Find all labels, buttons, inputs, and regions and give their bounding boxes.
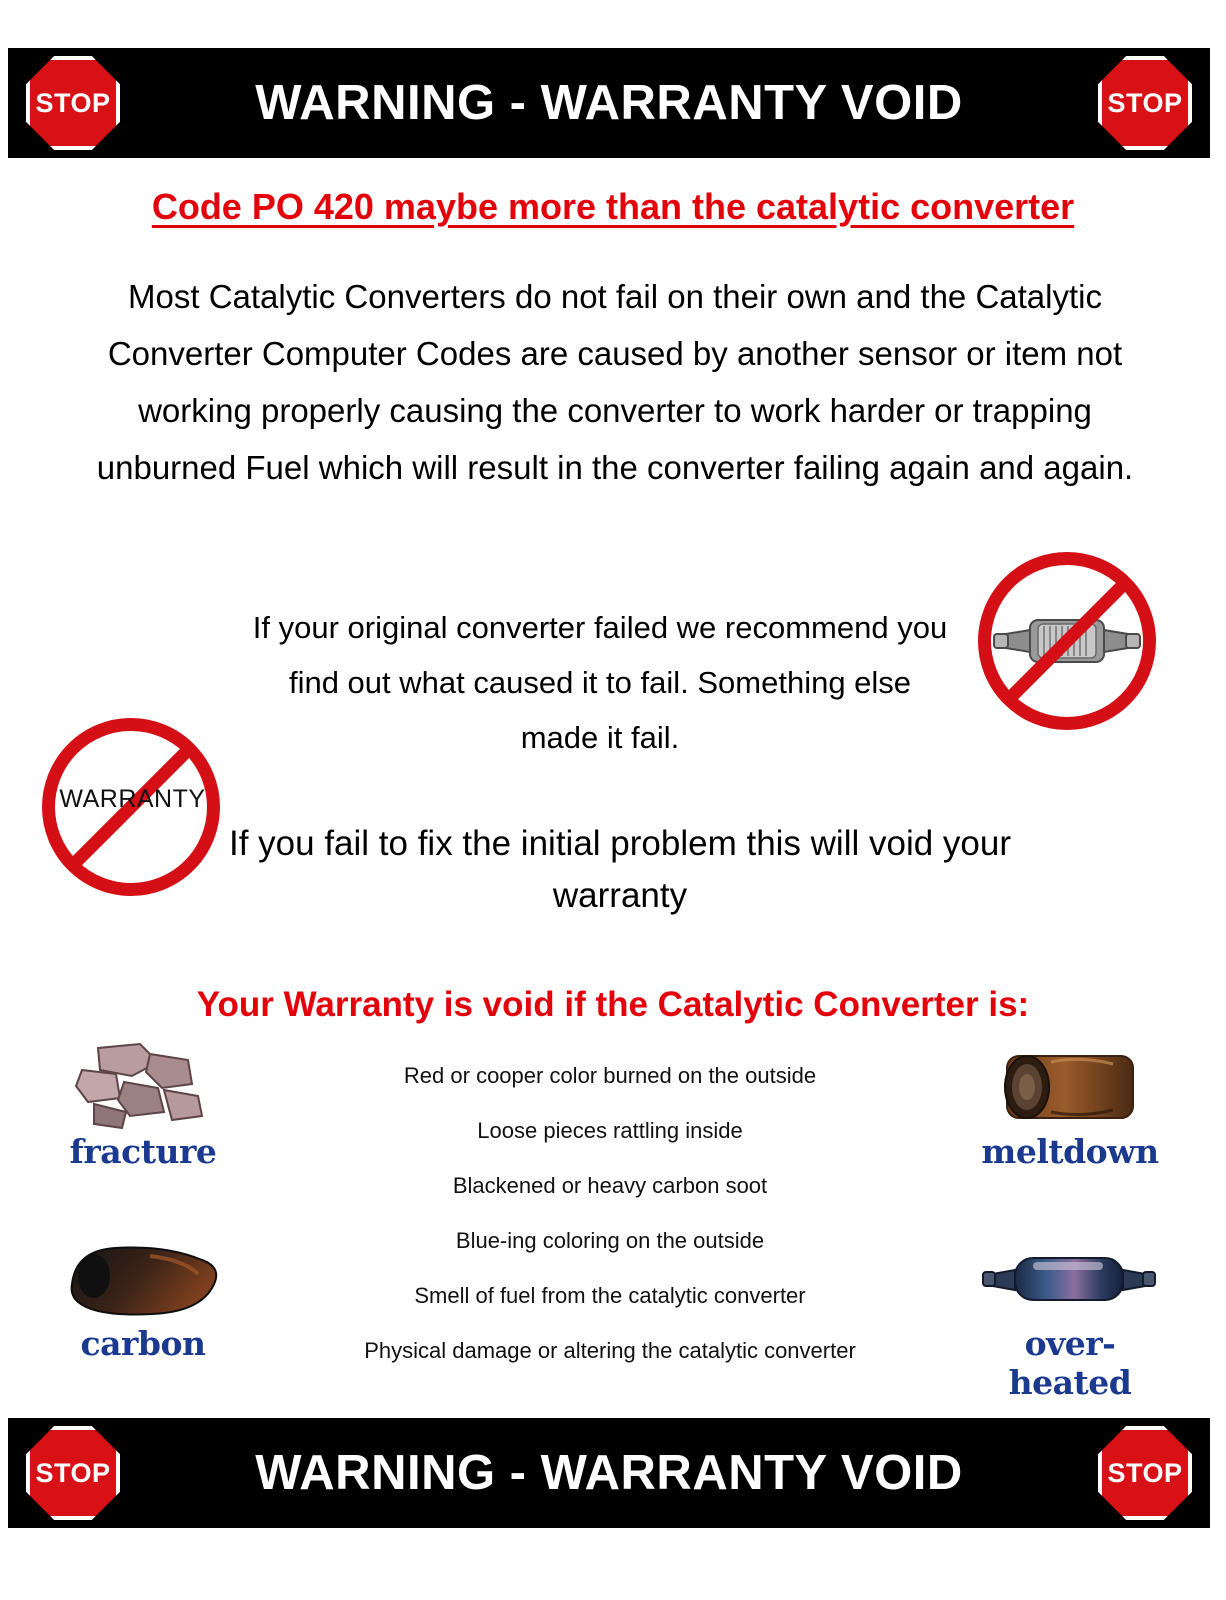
stop-sign-label: STOP — [1107, 87, 1183, 118]
photo-label-fracture: fracture — [69, 1132, 217, 1171]
photo-cell-overheated — [975, 1232, 1165, 1402]
photo-cell-fracture — [48, 1040, 238, 1171]
list-item: Blackened or heavy carbon soot — [452, 1173, 768, 1198]
bottom-banner-title: WARNING - WARRANTY VOID — [255, 1446, 963, 1500]
fractured-converter-photo — [54, 1040, 232, 1136]
list-item: Red or cooper color burned on the outside — [403, 1063, 817, 1088]
list-item: Blue-ing coloring on the outside — [455, 1228, 765, 1253]
photo-cell-meltdown — [975, 1040, 1165, 1171]
symptom-list — [290, 1048, 930, 1378]
void-warranty-paragraph: If you fail to fix the initial problem this will void your warranty — [229, 824, 1011, 915]
photo-cell-carbon — [48, 1232, 238, 1363]
photo-label-carbon: carbon — [80, 1324, 206, 1363]
stop-sign-icon — [26, 56, 120, 150]
no-converter-prohibition-icon — [978, 552, 1156, 730]
main-paragraph: Most Catalytic Converters do not fail on their own and the Catalytic Converter Computer Codes are caused by another sensor or item not working properly causing the converter to work harder or trapping unburned Fuel which will result in the converter failing again and again. — [96, 278, 1134, 486]
photo-label-overheated: over-heated — [1008, 1324, 1132, 1402]
list-item: Smell of fuel from the catalytic converter — [414, 1283, 806, 1308]
list-item: Loose pieces rattling inside — [477, 1118, 743, 1143]
stop-sign-icon — [1098, 1426, 1192, 1520]
melted-converter-photo — [981, 1040, 1159, 1136]
stop-sign-label: STOP — [35, 1457, 111, 1488]
top-warning-banner — [8, 48, 1210, 158]
stop-sign-label: STOP — [1107, 1457, 1183, 1488]
list-item: Physical damage or altering the catalytic converter — [364, 1338, 856, 1363]
stop-sign-label: STOP — [35, 87, 111, 118]
bottom-warning-banner — [8, 1418, 1210, 1528]
stop-sign-icon — [1098, 56, 1192, 150]
warranty-word-label: WARRANTY — [59, 785, 206, 813]
secondary-paragraph: If your original converter failed we recommend you find out what caused it to fail. Something else made it fail. — [252, 610, 948, 755]
code-headline — [0, 186, 1226, 228]
photo-label-meltdown: meltdown — [981, 1132, 1159, 1171]
top-banner-title: WARNING - WARRANTY VOID — [255, 76, 963, 130]
stop-sign-icon — [26, 1426, 120, 1520]
void-if-headline: Your Warranty is void if the Catalytic Converter is: — [196, 985, 1030, 1024]
overheated-converter-photo — [981, 1232, 1159, 1328]
carbon-fouled-converter-photo — [54, 1232, 232, 1328]
code-headline-text: Code PO 420 maybe more than the catalytic converter — [151, 186, 1075, 227]
